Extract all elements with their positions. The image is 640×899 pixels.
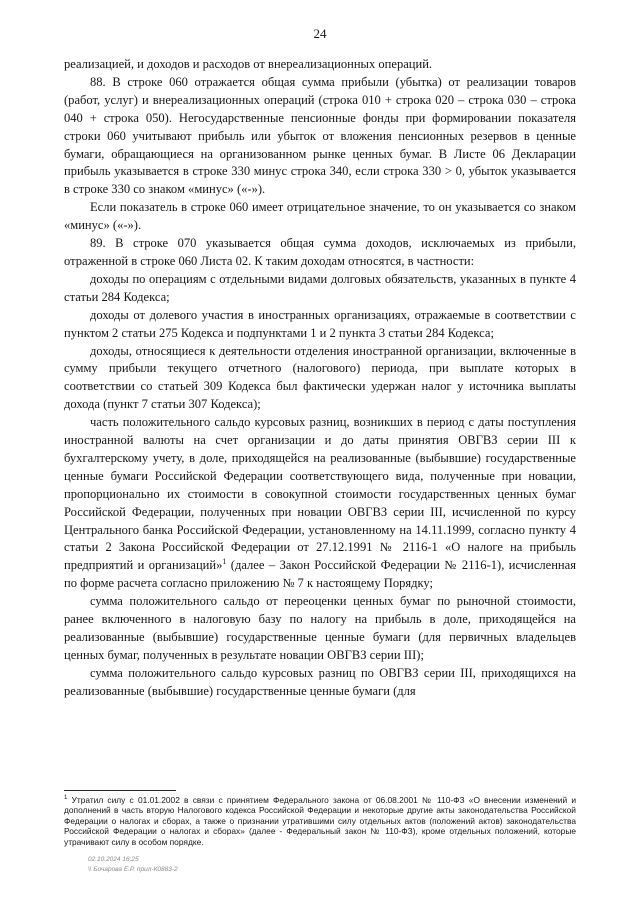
paragraph: сумма положительного сальдо курсовых разниц по ОВГВЗ серии III, приходящихся на реализованные (выбывшие) государственные ценные бумаги (для [64,665,576,698]
paragraph: сумма положительного сальдо от переоценки ценных бумаг по рыночной стоимости, ранее включенного в налоговую базу по налогу на прибыль в доле, приходящейся на реализованные (выбывшие) государственные ценные бумаги (для первичных владельцев ценных бумаг, полученных в результате новации ОВГВЗ серии III); [64,594,576,662]
paragraph: реализацией, и доходов и расходов от внереализационных операций. [64,57,433,71]
print-date-stamp: 02.10.2024 16:25 [88,856,139,863]
footnote [64,795,576,847]
paragraph: доходы от долевого участия в иностранных организациях, отражаемые в соответствии с пунктом 2 статьи 275 Кодекса и подпунктами 1 и 2 пункта 3 статьи 284 Кодекса; [64,307,576,340]
footnote-mark: 1 [64,795,68,802]
paragraph: доходы, относящиеся к деятельности отделения иностранной организации, включенные в сумму прибыли текущего отчетного (налогового) периода, при выплате которых в соответствии со статьей 309 Кодекса был фактически удержан налог у источника выплаты дохода (пункт 7 статьи 307 Кодекса); [64,343,576,412]
footnote-divider [64,790,176,791]
document-id-stamp: \\ Бочарова Е.Р. прил-К0883-2 [88,866,178,873]
paragraph: часть положительного сальдо курсовых разниц, возникших в период с даты поступления иностранной валюты на счет организации и до даты принятия ОВГВЗ серии III к бухгалтерскому учету, в доле, приходящейся на реализованные (выбывшие) государственные ценные бумаги Российской Федерации соответствующего вида, полученные при новации, пропорционально их стоимости в совокупной стоимости государственных ценных бумаг Российской Федерации, полученных при новации ОВГВЗ серии III, исчисленной по курсу Центрального банка Российской Федерации, установленному на 14.11.1999, согласно пункту 4 статьи 2 Закона Российской Федерации от 27.12.1991 № 2116-1 «О налоге на прибыль предприятий и организаций»$^1$ (далее – Закон Российской Федерации № 2116-1), исчисленная по форме расчета согласно приложению № 7 к настоящему Порядку; [64,415,576,591]
body-text [64,56,576,701]
paragraph: 89. В строке 070 указывается общая сумма доходов, исключаемых из прибыли, отраженной в строке 060 Листа 02. К таким доходам относятся, в частности: [64,236,576,268]
paragraph: 88. В строке 060 отражается общая сумма прибыли (убытка) от реализации товаров (работ, услуг) и внереализационных операций (строка 010 + строка 020 – строка 030 – строка 040 + строка 050). Негосударственные пенсионные фонды при формировании показателя строки 060 учитывают прибыль или убыток от вложения пенсионных резервов в ценные бумаги, обращающиеся на организованном рынке ценных бумаг. В Листе 06 Декларации прибыль указывается в строке 330 минус строка 340, если строка 330 > 0, убыток указывается в строке 330 со знаком «минус» («-»). [64,74,576,197]
paragraph: Если показатель в строке 060 имеет отрицательное значение, то он указывается со знаком «минус» («-»). [64,200,576,233]
footnote-reference: 1 [222,557,227,567]
page-number: 24 [313,26,327,41]
footnote-text: Утратил силу с 01.01.2002 в связи с принятием Федерального закона от 06.08.2001 № 110-ФЗ «О внесении изменений и дополнений в часть вторую Налогового кодекса Российской Федерации и некоторые другие акты законодательства Российской Федерации о налогах и сборах, а также о признании утратившими силу отдельных актов (положений актов) законодательства Российской Федерации о налогах и сборах» (далее - Федеральный закон № 110-ФЗ), кроме отдельных положений, которые утрачивают силу в особом порядке. [64,795,576,847]
paragraph: доходы по операциям с отдельными видами долговых обязательств, указанных в пункте 4 статьи 284 Кодекса; [64,271,576,304]
